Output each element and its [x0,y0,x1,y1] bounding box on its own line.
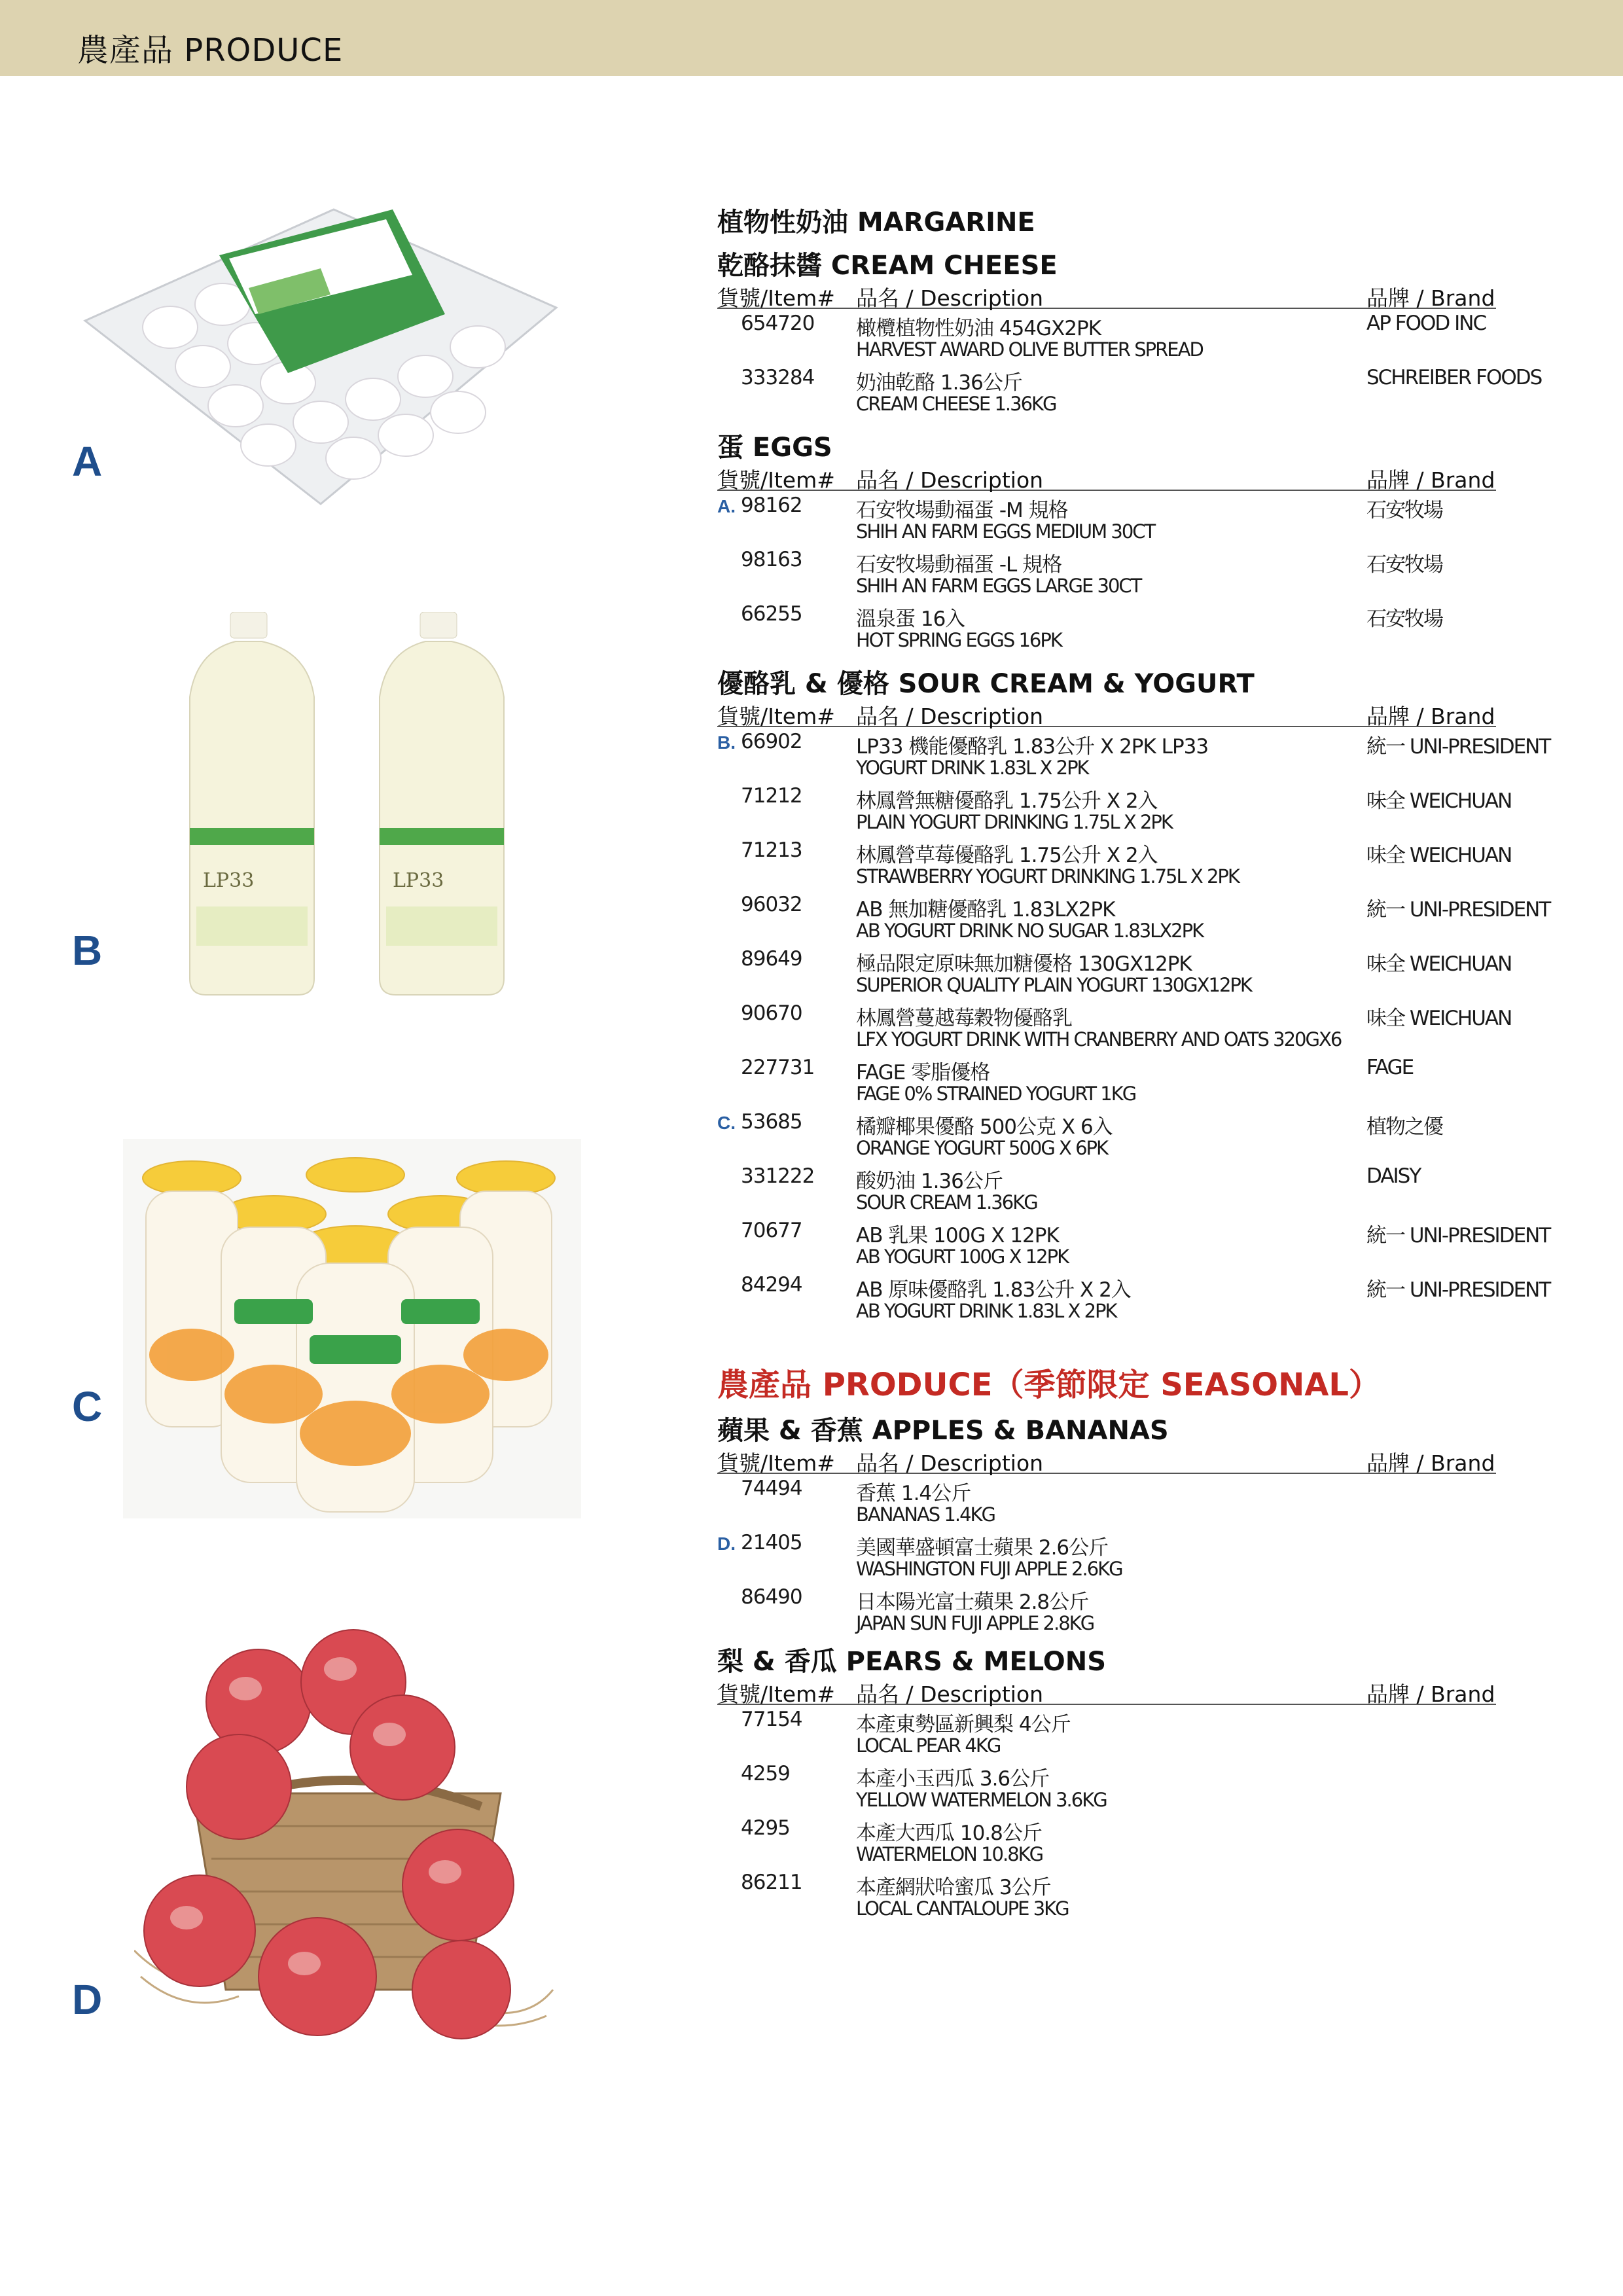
product-brand: 植物之優 [1366,1115,1442,1139]
column-header [717,1444,1496,1474]
product-name-en: YOGURT DRINK 1.83L X 2PK [856,757,1088,779]
product-name-en: HOT SPRING EGGS 16PK [856,629,1061,651]
product-name-en: AB YOGURT 100G X 12PK [856,1246,1069,1268]
column-header [717,279,1496,309]
product-row [717,1162,1529,1216]
product-row [717,1583,1529,1637]
product-name-en: LOCAL CANTALOUPE 3KG [856,1897,1069,1920]
item-number: 74494 [741,1477,802,1500]
product-name-en: LOCAL PEAR 4KG [856,1734,1001,1757]
column-header-item: 貨號/Item# [717,1450,835,1476]
item-number: 90670 [741,1001,802,1025]
item-number: 21405 [741,1531,802,1554]
product-name-en: STRAWBERRY YOGURT DRINKING 1.75L X 2PK [856,865,1239,888]
column-header [717,461,1496,491]
product-name-en: AB YOGURT DRINK NO SUGAR 1.83LX2PK [856,920,1204,942]
item-number: 227731 [741,1056,815,1079]
product-name-zh: 酸奶油 1.36公斤 [856,1170,1003,1193]
product-name-zh: 橘瓣椰果優酪 500公克 X 6入 [856,1115,1113,1139]
item-number: 86211 [741,1871,802,1894]
product-name-zh: LP33 機能優酪乳 1.83公升 X 2PK LP33 [856,735,1209,759]
product-name-zh: 本產東勢區新興梨 4公斤 [856,1713,1071,1736]
photo-reference: B. [717,732,736,753]
column-header-description: 品名 / Description [856,467,1044,493]
item-number: 66902 [741,730,802,753]
product-row [717,1474,1529,1528]
product-name-zh: AB 無加糖優酪乳 1.83LX2PK [856,898,1115,922]
column-header-brand: 品牌 / Brand [1366,1681,1495,1707]
product-name-en: JAPAN SUN FUJI APPLE 2.8KG [856,1612,1094,1634]
product-row [717,1107,1529,1162]
item-number: 96032 [741,893,802,916]
yogurt-jars-image [123,1139,581,1518]
product-name-zh: 本產小玉西瓜 3.6公斤 [856,1767,1050,1791]
product-brand: 味全 WEICHUAN [1366,789,1512,813]
product-row [717,600,1529,654]
product-name-zh: 石安牧場動福蛋 -L 規格 [856,553,1062,577]
product-list-pears [717,1705,1542,1922]
section-title-yogurt: 優酪乳 & 優格 SOUR CREAM & YOGURT [717,669,1255,699]
item-number: 4295 [741,1816,790,1840]
item-number: 70677 [741,1219,802,1242]
product-brand: 石安牧場 [1366,499,1442,522]
product-name-en: WASHINGTON FUJI APPLE 2.6KG [856,1558,1122,1580]
product-row [717,491,1529,545]
product-name-zh: AB 乳果 100G X 12PK [856,1224,1059,1247]
product-name-zh: 溫泉蛋 16入 [856,607,965,631]
product-name-en: WATERMELON 10.8KG [856,1843,1043,1865]
product-list-cream-cheese [717,309,1542,418]
column-header-brand: 品牌 / Brand [1366,704,1495,729]
photo-reference: A. [717,496,736,516]
product-name-zh: AB 原味優酪乳 1.83公升 X 2入 [856,1278,1131,1302]
product-name-en: SUPERIOR QUALITY PLAIN YOGURT 130GX12PK [856,974,1251,996]
product-row [717,944,1529,999]
product-row [717,1528,1529,1583]
product-row [717,363,1542,418]
product-name-zh: 極品限定原味無加糖優格 130GX12PK [856,952,1192,976]
section-title-seasonal: 農產品 PRODUCE（季節限定 SEASONAL） [717,1367,1380,1403]
column-header [717,697,1496,727]
section-title-margarine: 植物性奶油 MARGARINE [717,207,1035,238]
item-number: 71212 [741,784,802,808]
product-row [717,1270,1550,1325]
product-name-en: AB YOGURT DRINK 1.83L X 2PK [856,1300,1116,1322]
product-name-zh: 美國華盛頓富士蘋果 2.6公斤 [856,1536,1109,1560]
svg-text:LP33: LP33 [203,869,255,892]
column-header-item: 貨號/Item# [717,1681,835,1707]
product-name-zh: 香蕉 1.4公斤 [856,1482,971,1505]
item-number: 89649 [741,947,802,971]
section-title-apples: 蘋果 & 香蕉 APPLES & BANANAS [717,1416,1169,1446]
product-name-zh: 林鳳營草莓優酪乳 1.75公升 X 2入 [856,844,1158,867]
column-header-description: 品名 / Description [856,1450,1044,1476]
product-brand: 統一 UNI-PRESIDENT [1366,1224,1550,1247]
column-header-description: 品名 / Description [856,285,1044,311]
product-row [717,1814,1529,1868]
product-name-en: LFX YOGURT DRINK WITH CRANBERRY AND OATS 320GX6 [856,1028,1342,1050]
product-row [717,1868,1529,1922]
egg-carton-image [72,196,569,511]
column-header-item: 貨號/Item# [717,704,835,729]
product-row [717,781,1529,836]
photo-label-d: D [72,1976,103,2023]
product-row [717,890,1550,944]
column-header-brand: 品牌 / Brand [1366,1450,1495,1476]
product-name-zh: 石安牧場動福蛋 -M 規格 [856,499,1068,522]
product-list-apples [717,1474,1542,1637]
column-header [717,1675,1496,1705]
item-number: 98162 [741,493,802,517]
photo-label-a: A [72,438,103,485]
product-name-zh: 本產網狀哈蜜瓜 3公斤 [856,1876,1051,1899]
product-name-zh: 林鳳營無糖優酪乳 1.75公升 X 2入 [856,789,1158,813]
product-brand: AP FOOD INC [1366,312,1486,335]
product-brand: FAGE [1366,1056,1414,1079]
item-number: 98163 [741,548,802,571]
product-name-zh: 林鳳營蔓越莓穀物優酪乳 [856,1007,1072,1030]
product-brand: 統一 UNI-PRESIDENT [1366,735,1550,759]
product-name-en: CREAM CHEESE 1.36KG [856,393,1056,415]
product-brand: 統一 UNI-PRESIDENT [1366,898,1550,922]
item-number: 77154 [741,1708,802,1731]
product-name-en: YELLOW WATERMELON 3.6KG [856,1789,1107,1811]
product-name-en: BANANAS 1.4KG [856,1503,995,1526]
product-brand: 味全 WEICHUAN [1366,844,1512,867]
product-name-zh: 橄欖植物性奶油 454GX2PK [856,317,1101,340]
item-number: 86490 [741,1585,802,1609]
product-row [717,1705,1529,1759]
column-header-item: 貨號/Item# [717,285,835,311]
product-row [717,999,1529,1053]
item-number: 66255 [741,602,802,626]
product-brand: 味全 WEICHUAN [1366,952,1512,976]
photo-reference: C. [717,1113,736,1133]
product-row [717,309,1529,363]
product-name-en: PLAIN YOGURT DRINKING 1.75L X 2PK [856,811,1172,833]
product-brand: 統一 UNI-PRESIDENT [1366,1278,1550,1302]
column-header-brand: 品牌 / Brand [1366,467,1495,493]
product-catalog [717,207,1550,1922]
section-title-cream-cheese: 乾酪抹醬 CREAM CHEESE [717,251,1058,281]
product-row [717,1053,1529,1107]
item-number: 331222 [741,1164,815,1188]
product-brand: DAISY [1366,1164,1421,1188]
column-header-item: 貨號/Item# [717,467,835,493]
page-title: 農產品 PRODUCE [77,32,344,69]
product-name-en: FAGE 0% STRAINED YOGURT 1KG [856,1083,1136,1105]
product-brand: 石安牧場 [1366,553,1442,577]
product-row [717,1216,1550,1270]
product-row [717,836,1529,890]
product-list-yogurt [717,727,1550,1325]
product-brand: 石安牧場 [1366,607,1442,631]
column-header-description: 品名 / Description [856,1681,1044,1707]
product-name-en: SOUR CREAM 1.36KG [856,1191,1037,1213]
product-brand: SCHREIBER FOODS [1366,366,1542,389]
product-name-zh: 本產大西瓜 10.8公斤 [856,1821,1042,1845]
product-row [717,545,1529,600]
product-row [717,727,1550,781]
product-name-en: HARVEST AWARD OLIVE BUTTER SPREAD [856,338,1203,361]
yogurt-bottles-image [177,612,510,998]
product-name-en: SHIH AN FARM EGGS MEDIUM 30CT [856,520,1155,543]
photo-reference: D. [717,1534,736,1554]
product-name-zh: FAGE 零脂優格 [856,1061,990,1085]
item-number: 654720 [741,312,815,335]
product-brand: 味全 WEICHUAN [1366,1007,1512,1030]
item-number: 4259 [741,1762,790,1785]
apple-basket-image [134,1623,560,2042]
product-name-zh: 奶油乾酪 1.36公斤 [856,371,1022,395]
product-name-en: ORANGE YOGURT 500G X 6PK [856,1137,1108,1159]
product-list-eggs [717,491,1542,654]
item-number: 84294 [741,1273,802,1297]
section-title-eggs: 蛋 EGGS [717,433,832,463]
item-number: 53685 [741,1110,802,1134]
product-name-zh: 日本陽光富士蘋果 2.8公斤 [856,1590,1089,1614]
column-header-brand: 品牌 / Brand [1366,285,1495,311]
photo-label-b: B [72,927,103,974]
photo-label-c: C [72,1383,103,1430]
product-name-en: SHIH AN FARM EGGS LARGE 30CT [856,575,1141,597]
product-row [717,1759,1529,1814]
column-header-description: 品名 / Description [856,704,1044,729]
svg-text:LP33: LP33 [393,869,444,892]
section-title-pears: 梨 & 香瓜 PEARS & MELONS [717,1647,1107,1677]
item-number: 333284 [741,366,815,389]
item-number: 71213 [741,838,802,862]
